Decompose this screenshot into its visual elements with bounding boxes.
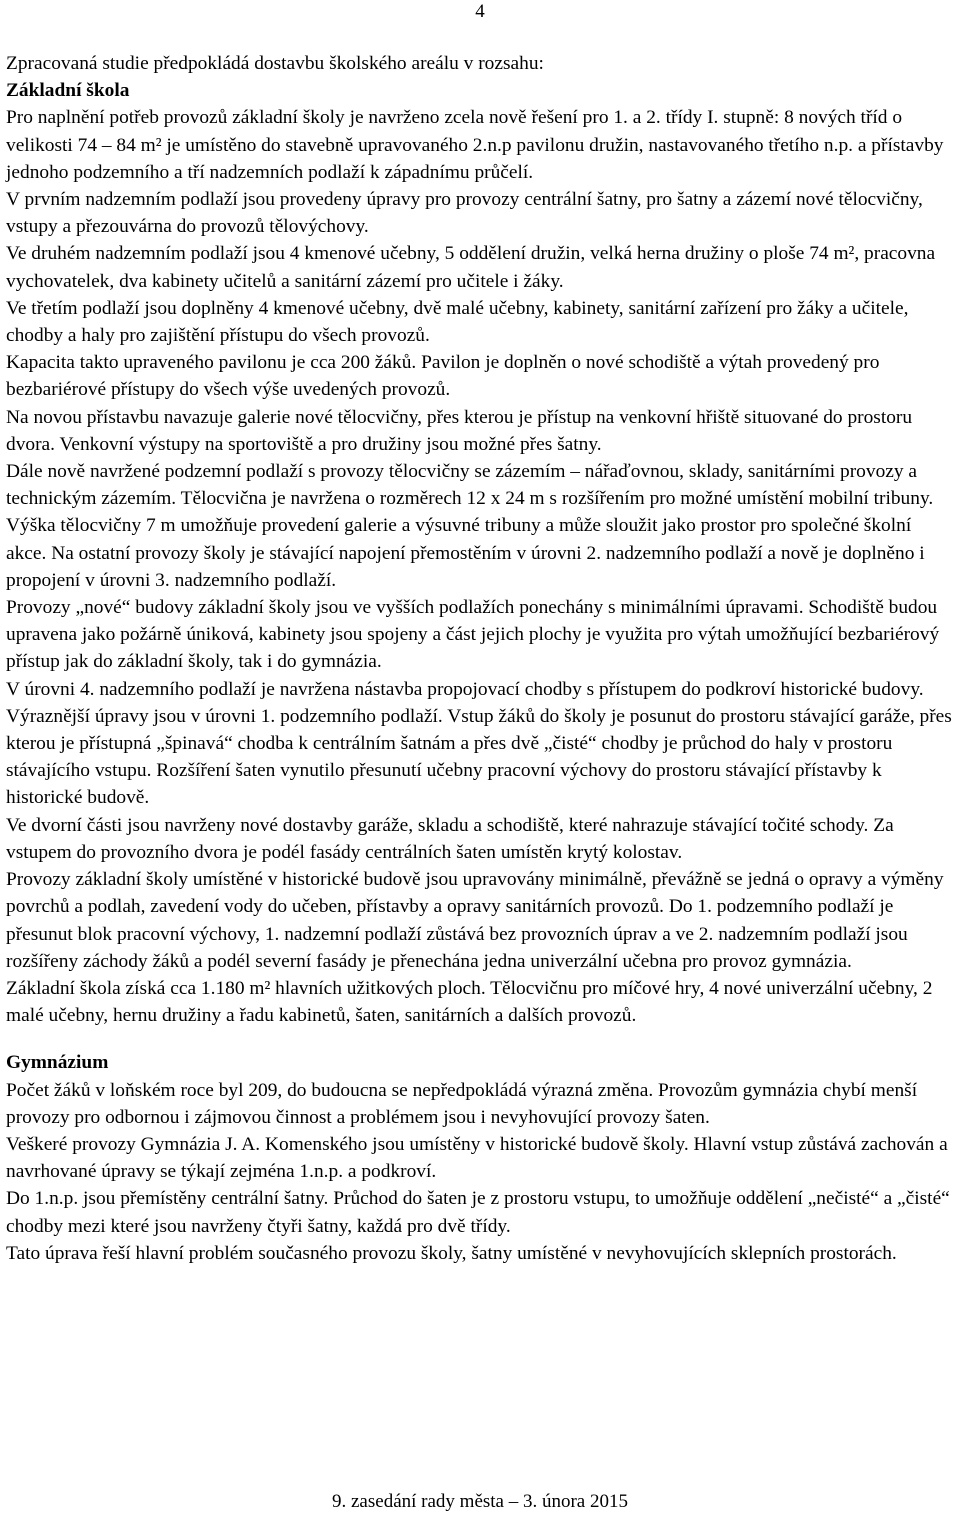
document-body [6,50,956,1267]
paragraph: Kapacita takto upraveného pavilonu je cca 200 žáků. Pavilon je doplněn o nové schodiště a výtah provedený pro bezbariérové přístupy do všech výše uvedených provozů. [6,352,880,401]
paragraph: Počet žáků v loňském roce byl 209, do budoucna se nepředpokládá výrazná změna. Provozům gymnázia chybí menší provozy pro odbornou i zájmovou činnost a problémem jsou i nevyhovující provozy šaten. [6,1079,918,1128]
page-number: 4 [475,1,485,22]
paragraph: Do 1.n.p. jsou přemístěny centrální šatny. Průchod do šaten je z prostoru vstupu, to umožňuje oddělení „nečisté“ a „čisté“ chodby mezi které jsou navrženy čtyři šatny, každá pro dvě třídy. [6,1188,950,1237]
section-heading-gymnazium: Gymnázium [6,1052,109,1074]
paragraph: Provozy základní školy umístěné v historické budově jsou upravovány minimálně, převážně se jedná o opravy a výměny povrchů a podlah, zavedení vody do učeben, přístavby a opravy sanitárních provozů. Do 1. podzemního podlaží je přesunut blok pracovní výchovy, 1. nadzemní podlaží zůstává bez provozních úprav a ve 2. nadzemním podlaží jsou rozšířeny záchody žáků a podél severní fasády je přenechána jedna univerzální učebna pro provoz gymnázia. [6,869,944,972]
paragraph: V prvním nadzemním podlaží jsou provedeny úpravy pro provozy centrální šatny, pro šatny a zázemí nové tělocvičny, vstupy a přezouvárna do provozů tělovýchovy. [6,189,923,238]
paragraph: Výraznější úpravy jsou v úrovni 1. podzemního podlaží. Vstup žáků do školy je posunut do prostoru stávající garáže, přes kterou je přístupná „špinavá“ chodba k centrálním šatnám a přes dvě „čisté“ chodby je průchod do haly v prostoru stávajícího vstupu. Rozšíření šaten vynutilo přesunutí učebny pracovní výchovy do prostoru stávající přístavby k historické budově. [6,705,952,809]
paragraph: Dále nově navržené podzemní podlaží s provozy tělocvičny se zázemím – nářaďovnou, sklady, sanitárními provozy a technickým zázemím. Tělocvična je navržena o rozměrech 12 x 24 m s rozšířením pro možné umístění mobilní tribuny. Výška tělocvičny 7 m umožňuje provedení galerie a výsuvné tribuny a může sloužit jako prostor pro společné školní akce. Na ostatní provozy školy je stávající napojení přemostěním v úrovni 2. nadzemního podlaží a nově je doplněno i propojení v úrovni 3. nadzemního podlaží. [6,461,934,591]
page-footer: 9. zasedání rady města – 3. února 2015 [332,1491,628,1512]
paragraph: Ve dvorní části jsou navrženy nové dostavby garáže, skladu a schodiště, které nahrazuje stávající točité schody. Za vstupem do provozního dvora je podél fasády centrálních šaten umístěn krytý kolostav. [6,814,894,863]
paragraph: Ve třetím podlaží jsou doplněny 4 kmenové učebny, dvě malé učebny, kabinety, sanitární zařízení pro žáky a učitele, chodby a haly pro zajištění přístupu do všech provozů. [6,297,909,347]
intro-paragraph: Zpracovaná studie předpokládá dostavbu školského areálu v rozsahu: [6,53,544,74]
paragraph: Pro naplnění potřeb provozů základní školy je navrženo zcela nově řešení pro 1. a 2. třídy I. stupně: 8 nových tříd o velikosti 74 – 84 m² je umístěno do stavebně upravovaného 2.n.p pavilonu družin, nastavovaného třetího n.p. a přístavby jednoho podzemního a tří nadzemních podlaží k západnímu průčelí. [6,107,944,183]
paragraph: V úrovni 4. nadzemního podlaží je navržena nástavba propojovací chodby s přístupem do podkroví historické budovy. [6,678,924,700]
paragraph: Ve druhém nadzemním podlaží jsou 4 kmenové učebny, 5 oddělení družin, velká herna družiny o ploše 74 m², pracovna vychovatelek, dva kabinety učitelů a sanitární zázemí pro učitele i žáky. [6,243,936,292]
section-heading-zakladni-skola: Základní škola [6,80,130,102]
paragraph: Tato úprava řeší hlavní problém současného provozu školy, šatny umístěné v nevyhovujících sklepních prostorách. [6,1242,897,1264]
paragraph: Základní škola získá cca 1.180 m² hlavních užitkových ploch. Tělocvičnu pro míčové hry, 4 nové univerzální učebny, 2 malé učebny, hernu družiny a řadu kabinetů, šaten, sanitárních a dalších provozů. [6,977,933,1027]
paragraph: Na novou přístavbu navazuje galerie nové tělocvičny, přes kterou je přístup na venkovní hřiště situované do prostoru dvora. Venkovní výstupy na sportoviště a pro družiny jsou možné přes šatny. [6,406,913,455]
paragraph: Provozy „nové“ budovy základní školy jsou ve vyšších podlažích ponechány s minimálními úpravami. Schodiště budou upravena jako požárně úniková, kabinety jsou spojeny a část jejich plochy je využita pro výtah umožňující bezbariérový přístup jak do základní školy, tak i do gymnázia. [6,597,940,673]
paragraph: Veškeré provozy Gymnázia J. A. Komenského jsou umístěny v historické budově školy. Hlavní vstup zůstává zachován a navrhované úpravy se týkají zejména 1.n.p. a podkroví. [6,1133,948,1183]
